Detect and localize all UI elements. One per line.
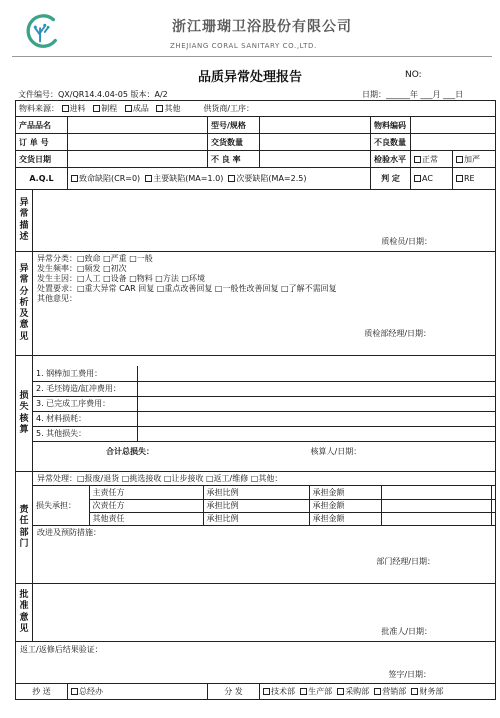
amount-field[interactable] <box>381 486 491 499</box>
product-name-field[interactable] <box>68 117 208 134</box>
level-option: 加严 <box>464 154 480 164</box>
approver-signature: 批准人/日期： <box>381 627 433 636</box>
report-number-label: NO: <box>405 70 422 80</box>
inspector-signature: 质检员/日期： <box>381 237 433 246</box>
loss-item: 2. 毛坯铸造/缸冲费用： <box>33 381 137 396</box>
defect-qty-field[interactable] <box>411 134 496 151</box>
main-cause-line: 发生主因：□人工 □设备 □物料 □方法 □环境 <box>37 274 205 283</box>
supplier-label: 供货商/工序： <box>203 104 255 113</box>
distribute-depts <box>260 684 496 700</box>
checkbox[interactable] <box>337 688 344 695</box>
checkbox[interactable] <box>71 688 78 695</box>
info-row <box>16 134 496 151</box>
rework-signature: 签字/日期： <box>388 670 432 679</box>
loss-item: 1. 钢棒加工费用： <box>33 366 137 381</box>
header-divider <box>12 56 492 57</box>
aql-row <box>16 168 496 190</box>
loss-total-row <box>33 441 495 461</box>
rework-verify[interactable] <box>16 642 496 684</box>
ratio-label: 承担比例 <box>203 512 309 525</box>
loss-item-field[interactable] <box>137 426 495 441</box>
loss-item-field[interactable] <box>137 411 495 426</box>
judge-option: AC <box>422 174 433 183</box>
checkbox[interactable] <box>156 105 163 112</box>
description-field[interactable] <box>33 190 496 252</box>
source-option: 进料 <box>69 104 86 113</box>
loss-content <box>33 356 496 472</box>
rework-label: 返工/返修后结果验证： <box>20 645 103 654</box>
description-row <box>16 190 496 252</box>
approval-field[interactable] <box>33 584 496 642</box>
judge-option: RE <box>464 174 475 183</box>
order-no-field[interactable] <box>68 134 208 151</box>
checkbox[interactable] <box>374 688 381 695</box>
dept-option: 营销部 <box>382 687 407 696</box>
anomaly-class-line: 异常分类：□致命 □严重 □一般 <box>37 254 153 263</box>
aql-option: 次要缺陷(MA=2.5) <box>236 174 307 183</box>
delivery-date-label: 交货日期 <box>16 151 68 168</box>
checkbox[interactable] <box>456 175 463 182</box>
spacer <box>491 499 495 512</box>
bear-party: 主责任方 <box>89 486 203 499</box>
source-row <box>16 101 496 117</box>
dept-option: 生产部 <box>308 687 333 696</box>
checkbox[interactable] <box>62 105 69 112</box>
model-spec-label: 型号/规格 <box>208 117 260 134</box>
coral-logo-icon <box>22 12 60 50</box>
disposal-line: 处置要求：□重大异常 CAR 回复 □重点改善回复 □一般性改善回复 □了解不需回复 <box>37 284 337 293</box>
defect-rate-field[interactable] <box>260 151 371 168</box>
page-title: 品质异常处理报告 <box>198 70 303 85</box>
approval-label: 批 准 意 见 <box>16 584 33 642</box>
dept-option: 财务部 <box>419 687 444 696</box>
qc-manager-signature: 质检部经理/日期： <box>364 329 432 338</box>
checkbox[interactable] <box>93 105 100 112</box>
total-loss-label: 合计总损失： <box>106 446 154 456</box>
ratio-label: 承担比例 <box>203 486 309 499</box>
report-form <box>15 100 496 700</box>
responsible-label: 责 任 部 门 <box>16 472 33 584</box>
analysis-label: 异 常 分 析 及 意 见 <box>16 252 33 356</box>
checkbox[interactable] <box>125 105 132 112</box>
source-label: 物料来源： <box>19 104 59 113</box>
level-tightened[interactable] <box>453 151 496 168</box>
aql-option: 主要缺陷(MA=1.0) <box>153 174 224 183</box>
bear-label: 损失承担： <box>33 486 89 525</box>
report-date: 日期：______年 ___月 ___日 <box>362 90 464 99</box>
responsible-row <box>16 472 496 584</box>
cc-office[interactable]: 总经办 <box>68 684 208 700</box>
material-code-label: 物料编码 <box>371 117 411 134</box>
checkbox[interactable] <box>456 156 463 163</box>
delivery-date-field[interactable] <box>68 151 208 168</box>
aql-option: 致命缺陷(CR=0) <box>79 174 141 183</box>
loss-item-field[interactable] <box>137 396 495 411</box>
frequency-line: 发生频率：□频发 □初次 <box>37 264 127 273</box>
checkbox[interactable] <box>414 175 421 182</box>
source-option: 其他 <box>164 104 181 113</box>
amount-label: 承担金额 <box>309 512 381 525</box>
loss-row <box>16 356 496 472</box>
company-name-cn: 浙江珊瑚卫浴股份有限公司 <box>172 19 352 35</box>
checkbox[interactable] <box>263 688 270 695</box>
loss-item: 3. 已完成工序费用： <box>33 396 137 411</box>
judge-ac[interactable] <box>411 168 453 190</box>
amount-label: 承担金额 <box>309 486 381 499</box>
checkbox[interactable] <box>71 175 78 182</box>
spacer <box>491 512 495 525</box>
checkbox[interactable] <box>411 688 418 695</box>
analysis-content[interactable] <box>33 252 496 356</box>
loss-label: 损 失 核 算 <box>16 356 33 472</box>
product-name-label: 产品品名 <box>16 117 68 134</box>
analysis-row <box>16 252 496 356</box>
order-no-label: 订 单 号 <box>16 134 68 151</box>
checkbox[interactable] <box>300 688 307 695</box>
delivery-qty-label: 交货数量 <box>208 134 260 151</box>
checkbox[interactable] <box>145 175 152 182</box>
document-number: 文件编号：QX/QR14.4.04-05 版本：A/2 <box>18 90 168 99</box>
defect-qty-label: 不良数量 <box>371 134 411 151</box>
loss-item-field[interactable] <box>137 381 495 396</box>
dept-manager-signature: 部门经理/日期： <box>376 556 436 566</box>
approval-row <box>16 584 496 642</box>
info-row <box>16 117 496 134</box>
judge-re[interactable] <box>453 168 496 190</box>
rework-row <box>16 642 496 684</box>
loss-item-field[interactable] <box>137 366 495 381</box>
info-row <box>16 151 496 168</box>
loss-table <box>33 366 495 461</box>
defect-rate-label: 不 良 率 <box>208 151 260 168</box>
delivery-qty-field[interactable] <box>260 134 371 151</box>
bear-table <box>33 486 495 526</box>
company-name-en: ZHEJIANG CORAL SANITARY CO.,LTD. <box>170 42 317 50</box>
ratio-label: 承担比例 <box>203 499 309 512</box>
aql-options <box>68 168 371 190</box>
source-option: 制程 <box>101 104 118 113</box>
bear-party: 次责任方 <box>89 499 203 512</box>
spacer <box>491 486 495 499</box>
amount-field[interactable] <box>381 499 491 512</box>
description-label: 异 常 描 述 <box>16 190 33 252</box>
bear-party: 其他责任 <box>89 512 203 525</box>
level-option: 正常 <box>422 154 438 164</box>
loss-item: 4. 材料损耗： <box>33 411 137 426</box>
responsible-content <box>33 472 496 584</box>
level-normal[interactable] <box>411 151 453 168</box>
source-option: 成品 <box>132 104 149 113</box>
cc-row <box>16 684 496 700</box>
checkbox[interactable] <box>414 156 421 163</box>
checker-label: 核算人/日期： <box>310 446 362 456</box>
material-source <box>16 101 496 117</box>
aql-label: A.Q.L <box>16 168 68 190</box>
amount-field[interactable] <box>381 512 491 525</box>
material-code-field[interactable] <box>411 117 496 134</box>
dept-option: 采购部 <box>345 687 370 696</box>
cc-label: 抄 送 <box>16 684 68 700</box>
distribute-label: 分 发 <box>208 684 260 700</box>
model-spec-field[interactable] <box>260 117 371 134</box>
letterhead <box>0 0 500 60</box>
checkbox[interactable] <box>228 175 235 182</box>
other-opinion-line: 其他意见： <box>37 294 77 303</box>
loss-item: 5. 其他损失： <box>33 426 137 441</box>
improve-label: 改进及预防措施： <box>37 527 101 537</box>
dept-option: 技术部 <box>271 687 295 696</box>
judge-label: 判 定 <box>371 168 411 190</box>
inspect-level-label: 检验水平 <box>371 151 411 168</box>
amount-label: 承担金额 <box>309 499 381 512</box>
handling-line: 异常处理：□报废/退货 □挑选接收 □让步接收 □返工/维修 □其他： <box>33 472 495 486</box>
